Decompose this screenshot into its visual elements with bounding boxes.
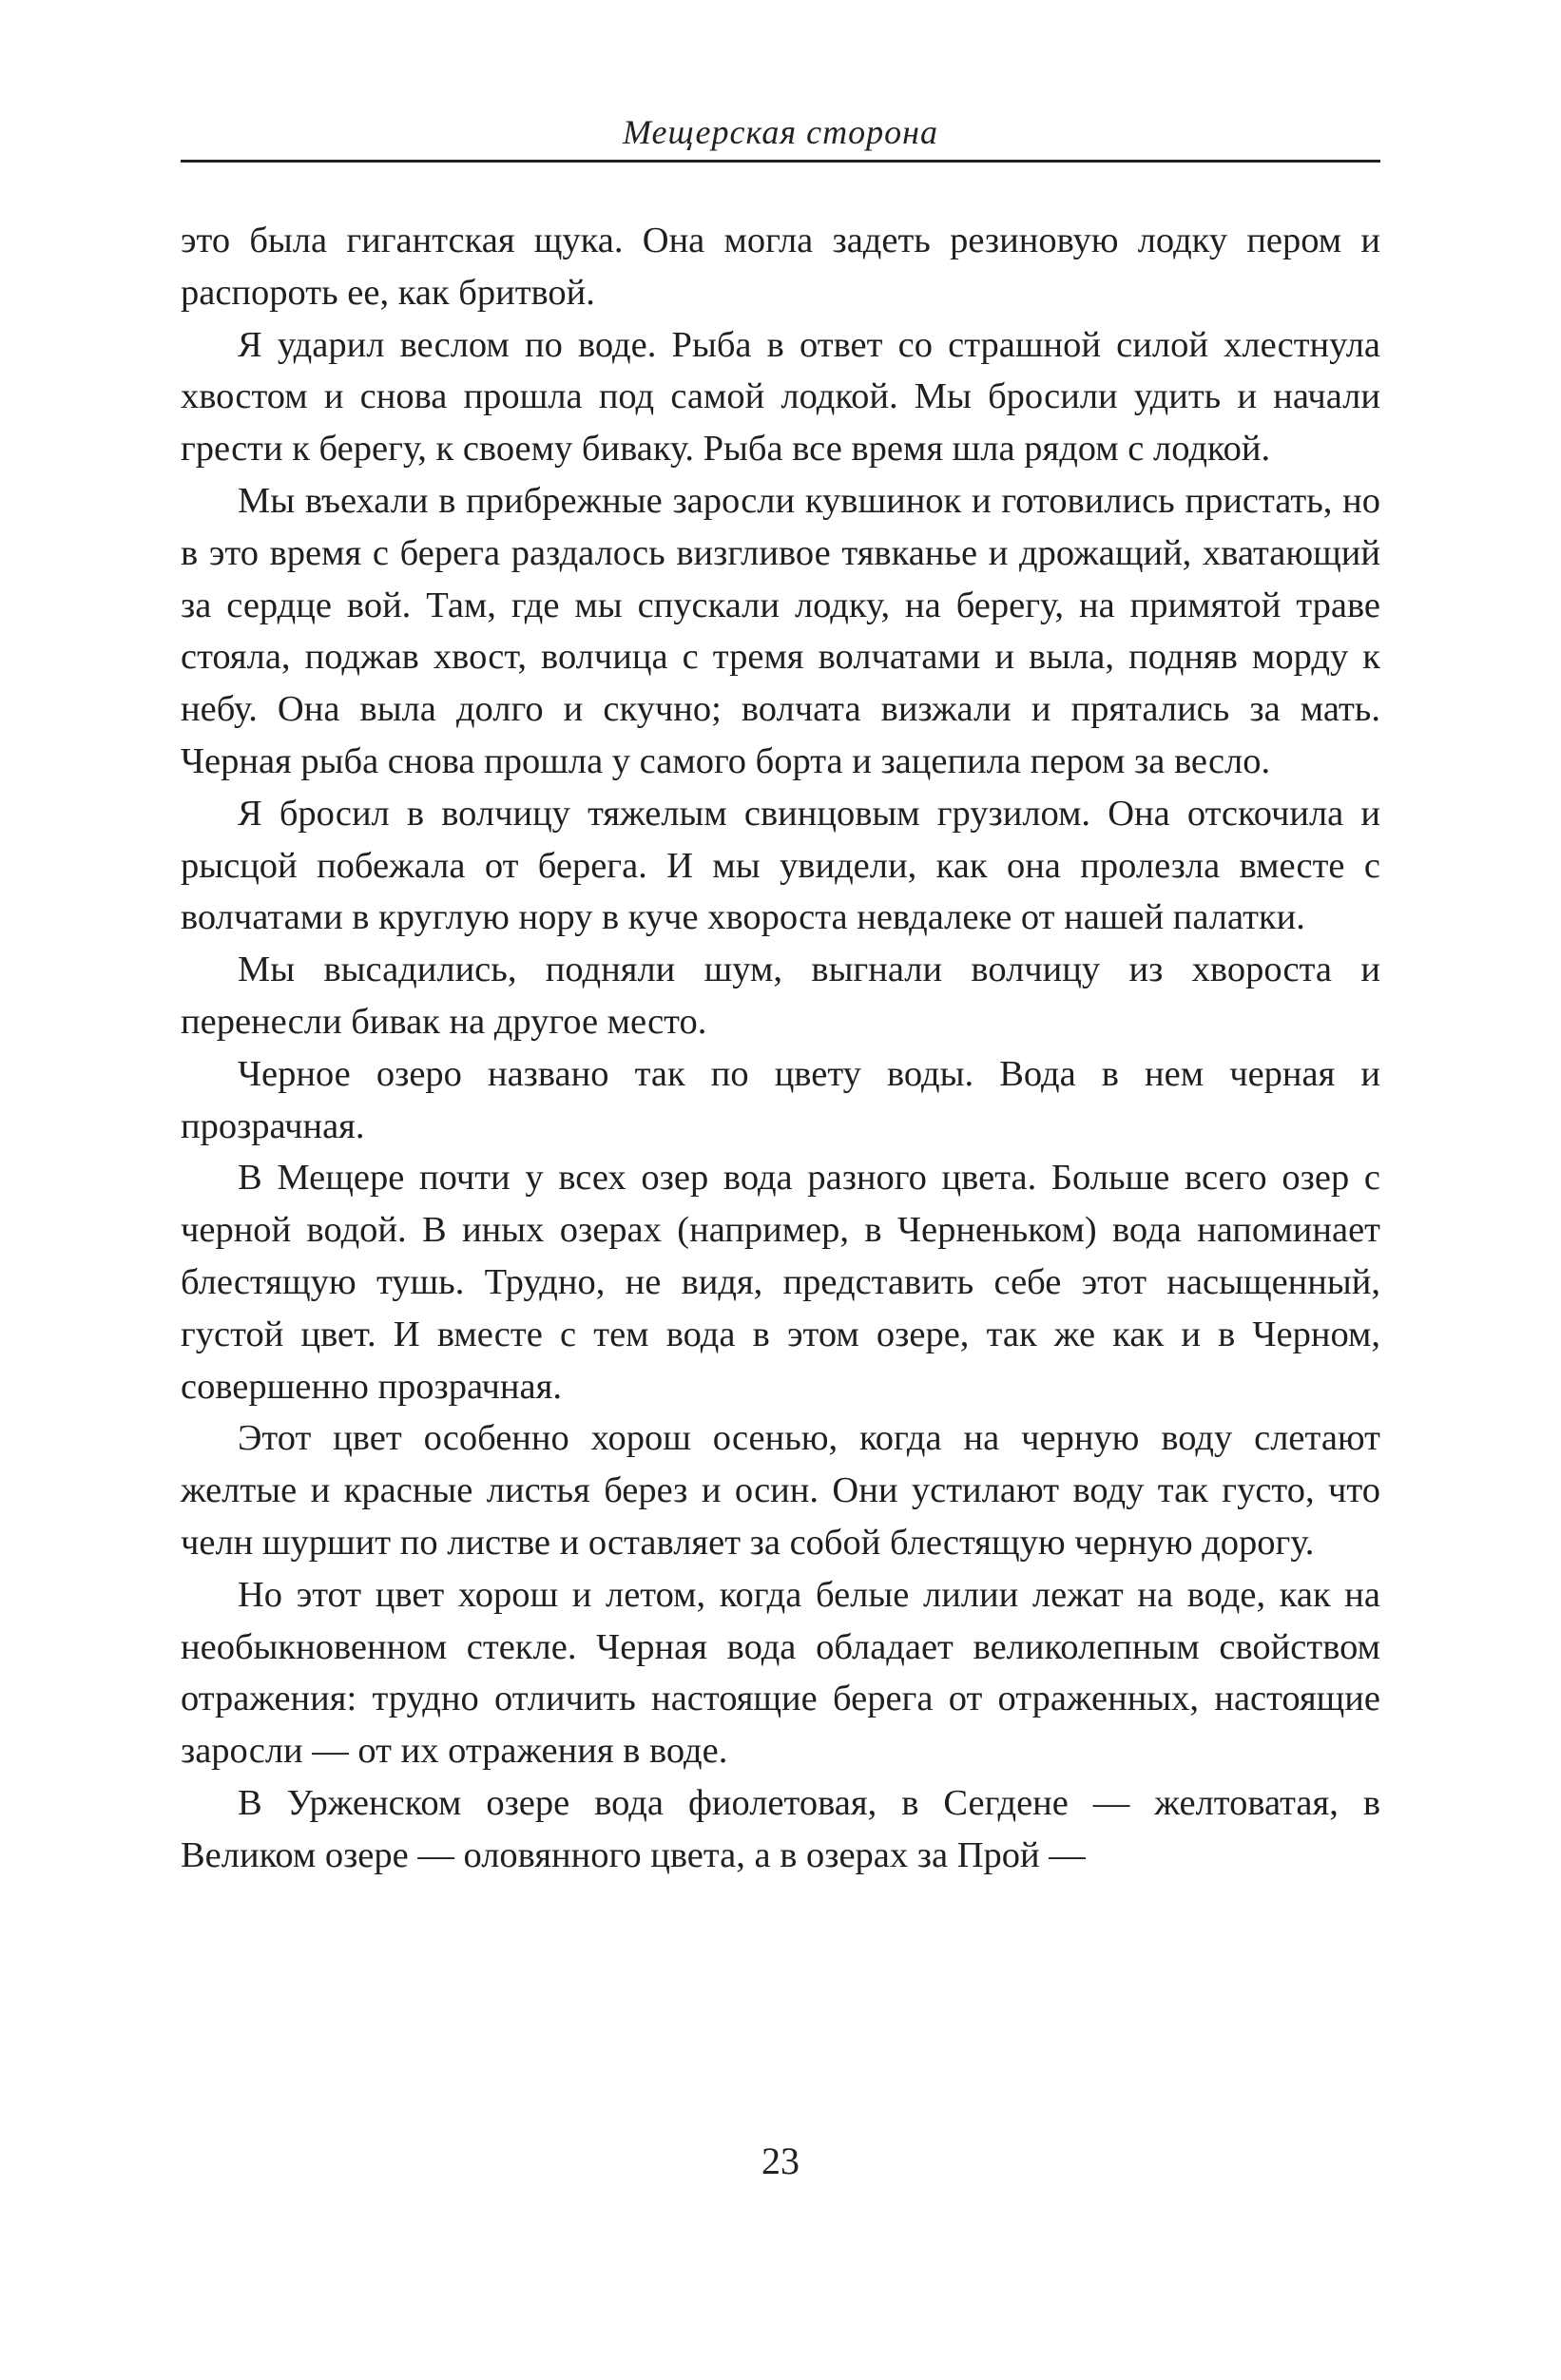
paragraph: В Урженском озере вода фиолетовая, в Сегдене — желтоватая, в Великом озере — оловянного цвета, а в озерах за Прой —	[181, 1782, 1380, 1875]
paragraph: В Мещере почти у всех озер вода разного цвета. Больше всего озер с черной водой. В иных озерах (например, в Черненьком) вода напоминает блестящую тушь. Трудно, не видя, представить себе этот насыщенный, густой цвет. И вместе с тем вода в этом озере, так же как и в Черном, совершенно прозрачная.	[181, 1158, 1380, 1407]
page-number: 23	[761, 2140, 800, 2182]
paragraph: Этот цвет особенно хорош осенью, когда на черную воду слетают желтые и красные листья берез и осин. Они устилают воду так густо, что челн шуршит по листве и оставляет за собой блестящую черную дорогу.	[181, 1418, 1380, 1563]
paragraph: Но этот цвет хорош и летом, когда белые лилии лежат на воде, как на необыкновенном стекле. Черная вода обладает великолепным свойством отражения: трудно отличить настоящие берега от отраженных, настоящие заросли — от их отражения в воде.	[181, 1574, 1380, 1772]
paragraph: это была гигантская щука. Она могла задеть резиновую лодку пером и распороть ее, как бритвой.	[181, 221, 1380, 313]
paragraph: Я бросил в волчицу тяжелым свинцовым грузилом. Она отскочила и рысцой побежала от берега. И мы увидели, как она пролезла вместе с волчатами в круглую нору в куче хвороста невдалеке от нашей палатки.	[181, 793, 1380, 938]
paragraph: Черное озеро названо так по цвету воды. Вода в нем черная и прозрачная.	[181, 1053, 1380, 1146]
paragraph: Мы въехали в прибрежные заросли кувшинок и готовились пристать, но в это время с берега раздалось визгливое тявканье и дрожащий, хватающий за сердце вой. Там, где мы спускали лодку, на берегу, на примятой траве стояла, поджав хвост, волчица с тремя волчатами и выла, подняв морду к небу. Она выла долго и скучно; волчата визжали и прятались за мать. Черная рыба снова прошла у самого борта и зацепила пером за весло.	[181, 480, 1380, 781]
paragraph: Мы высадились, подняли шум, выгнали волчицу из хвороста и перенесли бивак на другое место.	[181, 950, 1380, 1042]
header-rule	[181, 160, 1380, 163]
body-text	[181, 215, 1380, 1882]
paragraph: Я ударил веслом по воде. Рыба в ответ со страшной силой хлестнула хвостом и снова прошла под самой лодкой. Мы бросили удить и начали грести к берегу, к своему биваку. Рыба все время шла рядом с лодкой.	[181, 324, 1380, 470]
running-head: Мещерская сторона	[623, 113, 938, 151]
